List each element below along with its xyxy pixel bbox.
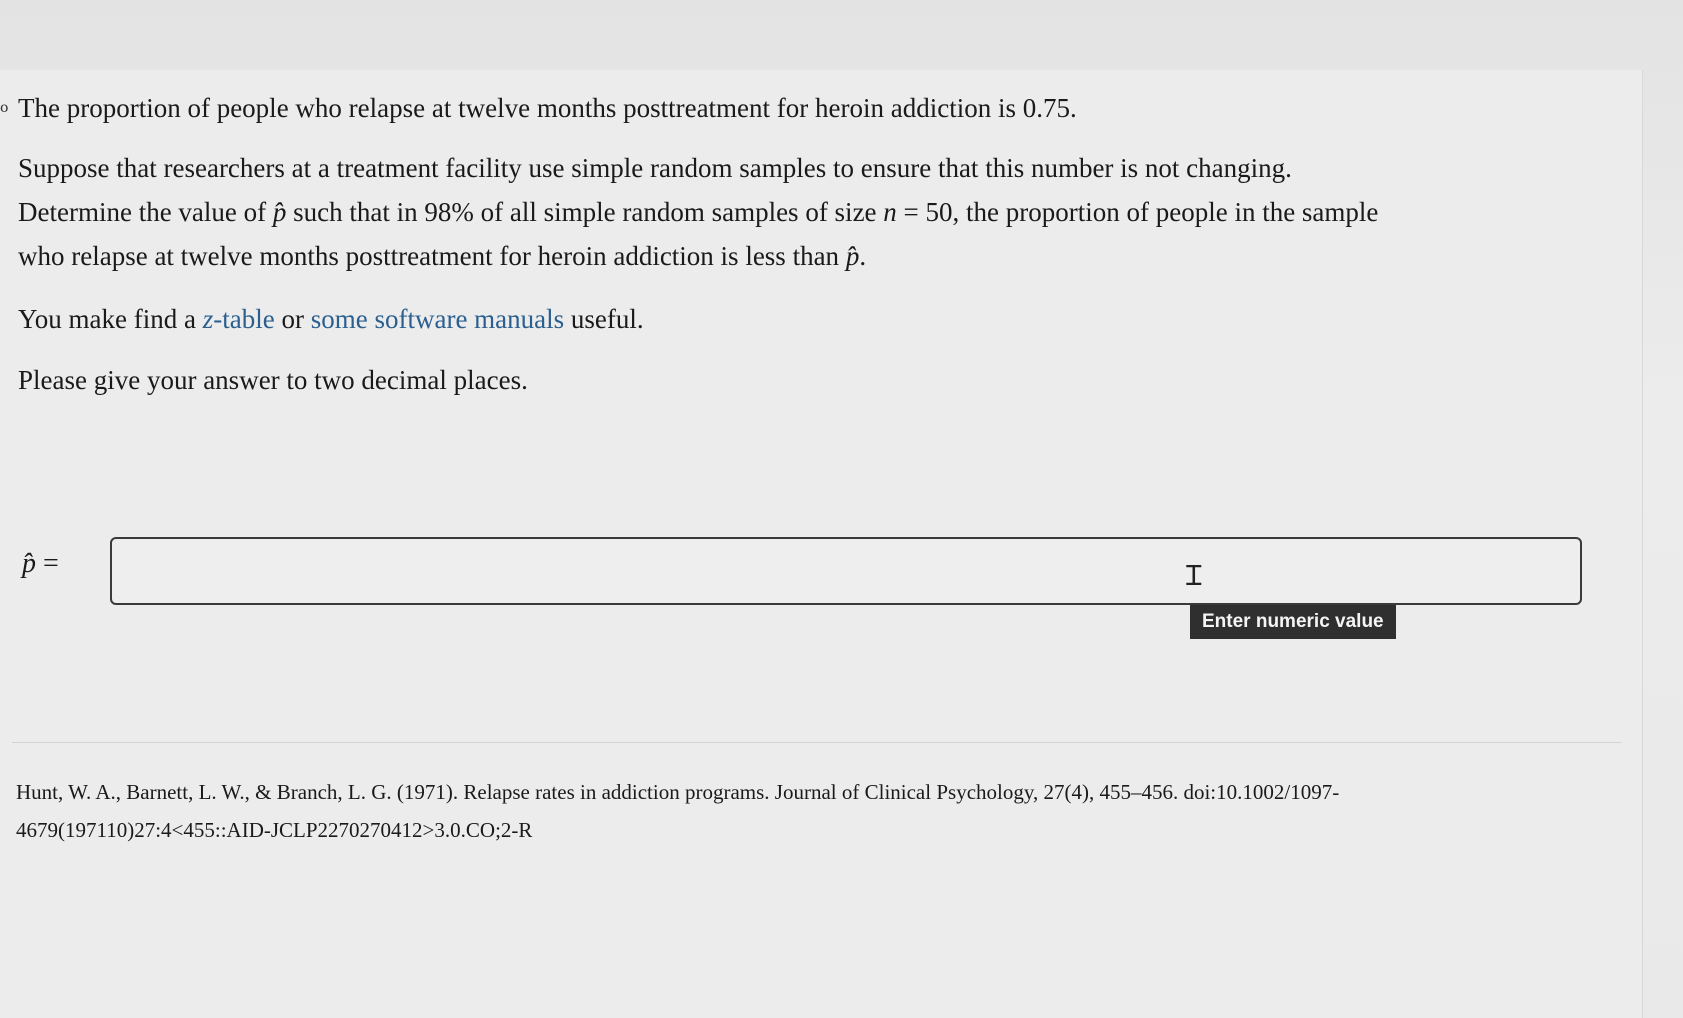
para2-line1-text: Suppose that researchers at a treatment facility use simple random samples to ensure that this number is not changing. bbox=[18, 153, 1292, 183]
para2-line2-c: = 50, the proportion of people in the sample bbox=[903, 197, 1379, 227]
instruction-line bbox=[18, 358, 528, 403]
intro-text: The proportion of people who relapse at twelve months posttreatment for heroin addiction is 0.75. bbox=[18, 93, 1077, 123]
n-symbol: n bbox=[883, 197, 897, 227]
answer-p-hat-symbol: p̂ bbox=[22, 548, 36, 579]
question-para2-line3 bbox=[18, 234, 866, 279]
p-hat-symbol: p̂ bbox=[272, 197, 287, 227]
z-table-suffix: -table bbox=[213, 304, 275, 334]
help-line bbox=[18, 297, 644, 342]
help-prefix: You make find a bbox=[18, 304, 196, 334]
question-intro bbox=[18, 86, 1077, 131]
para2-line2-b: such that in 98% of all simple random samples of size bbox=[293, 197, 877, 227]
help-suffix: useful. bbox=[570, 304, 644, 334]
question-para2-line1 bbox=[18, 146, 1292, 191]
answer-label bbox=[22, 548, 59, 580]
divider bbox=[12, 742, 1622, 743]
question-para2-line2 bbox=[18, 190, 1378, 235]
answer-input[interactable] bbox=[110, 537, 1582, 605]
instruction-text: Please give your answer to two decimal places. bbox=[18, 365, 528, 395]
bullet-marker: o bbox=[0, 100, 9, 116]
citation-line2: 4679(197110)27:4<455::AID-JCLP2270270412>3.0.CO;2-R bbox=[16, 818, 533, 842]
input-tooltip: Enter numeric value bbox=[1190, 605, 1396, 639]
citation-line1: Hunt, W. A., Barnett, L. W., & Branch, L. G. (1971). Relapse rates in addiction programs. Journal of Clinical Psychology, 27(4), 455–456. doi:10.1002/1097- bbox=[16, 780, 1340, 804]
help-middle: or bbox=[281, 304, 304, 334]
software-manuals-link[interactable]: some software manuals bbox=[310, 304, 565, 334]
p-hat-symbol: p̂ bbox=[845, 241, 860, 271]
para2-line3-b: . bbox=[859, 241, 867, 271]
z-table-link[interactable] bbox=[203, 304, 275, 334]
answer-equals: = bbox=[43, 548, 59, 579]
text-cursor-icon: Ɪ bbox=[1186, 559, 1202, 592]
z-letter: z bbox=[202, 304, 214, 334]
para2-line2-a: Determine the value of bbox=[18, 197, 267, 227]
para2-line3-a: who relapse at twelve months posttreatment for heroin addiction is less than bbox=[18, 241, 840, 271]
